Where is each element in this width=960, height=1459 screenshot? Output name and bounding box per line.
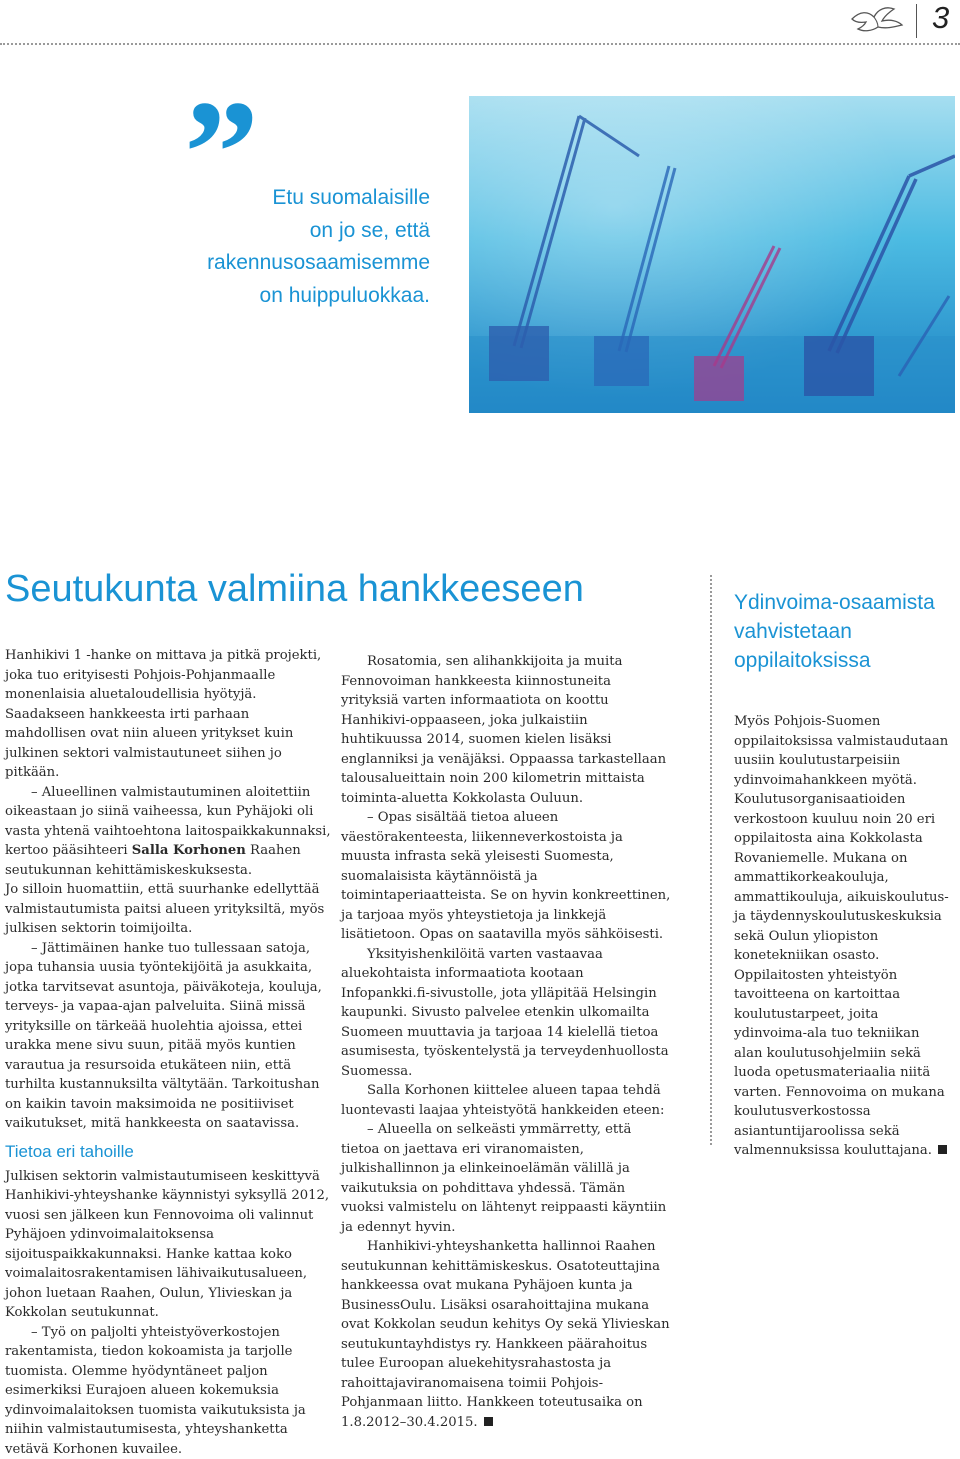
paragraph: – Jättimäinen hanke tuo tullessaan satoja, jopa tuhansia uusia työntekijöitä ja asukkaita, jotka tarvitsevat asuntoja, päiväkoteja, kouluja, terveys- ja vapaa-ajan palveluita. Siinä missä yrityksille on tärkeää huolehtia ajoissa, ettei urakka mene sivu suun, pitää myös kuntien varautua ja resursoida etukäteen niin, että turhilta kustannuksilta vältytään. Tarkoitushan on kaikin tavoin maksimoida ne positiiviset vaikutukset, mitä hankkeesta on saatavissa. bbox=[5, 939, 331, 1134]
paragraph: Rosatomia, sen alihankkijoita ja muita Fennovoiman hankkeesta kiinnostuneita yrityksiä varten informaatiota on koottu Hanhikivi-oppaaseen, joka julkaistiin huhtikuussa 2014, suomen kielen lisäksi englanniksi ja venäjäksi. Oppaassa tarkastellaan talousalueittain noin 200 kilometrin mittaista toiminta-aluetta Kokkolasta Ouluun. bbox=[341, 652, 671, 808]
sidebar-body bbox=[734, 712, 952, 1161]
section-subheading: Tietoa eri tahoille bbox=[5, 1141, 331, 1163]
pull-quote-line: on jo se, että bbox=[150, 215, 430, 248]
article-title: Seutukunta valmiina hankkeeseen bbox=[5, 568, 584, 611]
page-number: 3 bbox=[932, 0, 949, 36]
pull-quote-line: rakennusosaamisemme bbox=[150, 247, 430, 280]
construction-cranes-photo bbox=[469, 96, 955, 413]
header-dotted-rule bbox=[0, 43, 960, 45]
pull-quote-line: on huippuluokkaa. bbox=[150, 280, 430, 313]
pull-quote-line: Etu suomalaisille bbox=[150, 182, 430, 215]
paragraph-text: Raahen seutukunnan kehittämiskeskuksesta. bbox=[5, 843, 301, 878]
paragraph bbox=[734, 712, 952, 1161]
sidebar-title: Ydinvoima-osaamista vahvistetaan oppilaitoksissa bbox=[734, 588, 954, 675]
person-name: Salla Korhonen bbox=[132, 843, 246, 858]
paragraph-text: – Alueellinen valmistautuminen aloitettiin oikeastaan jo siinä vaiheessa, kun Pyhäjoki oli vasta yhtenä vaihtoehtona laitospaikkakunnaksi, kertoo pääsihteeri bbox=[5, 785, 331, 859]
header-divider bbox=[916, 4, 917, 38]
pull-quote bbox=[150, 182, 430, 312]
cranes-illustration bbox=[469, 96, 955, 413]
end-mark-icon bbox=[484, 1417, 493, 1426]
paragraph: Jo silloin huomattiin, että suurhanke edellyttää valmistautumista paitsi alueen yrityksiltä, myös julkisen sektorin toimijoilta. bbox=[5, 880, 331, 939]
paragraph: Yksityishenkilöitä varten vastaavaa aluekohtaista informaatiota kootaan Infopankki.fi-sivustolle, jota ylläpitää Helsingin kaupunki. Sivusto palvelee etenkin ulkomailta Suomeen muuttavia ja tarjoaa 14 kielellä tietoa asumisesta, työskentelystä ja terveydenhuollosta Suomessa. bbox=[341, 945, 671, 1082]
article-column-middle bbox=[341, 652, 671, 1432]
sidebar-dotted-divider bbox=[710, 575, 712, 1145]
quotation-mark-icon: ” bbox=[184, 78, 259, 228]
article-column-left bbox=[5, 646, 331, 1459]
paragraph-text: Hanhikivi-yhteyshanketta hallinnoi Raahen seutukunnan kehittämiskeskus. Osatoteuttajina hankkeessa ovat mukana Pyhäjoen kunta ja BusinessOulu. Lisäksi osarahoittajina mukana ovat Kokkolan seudun kehitys Oy sekä Ylivieskan seutukuntayhdistys ry. Hankkeen päärahoitus tulee Euroopan aluekehitysrahastosta ja rahoittajaviranomaisena toimii Pohjois-Pohjanmaan liitto. Hankkeen toteutusaika on 1.8.2012–30.4.2015. bbox=[341, 1239, 670, 1430]
paragraph: Salla Korhonen kiittelee alueen tapaa tehdä luontevasti laajaa yhteistyötä hankkeiden eteen: bbox=[341, 1081, 671, 1120]
paragraph bbox=[341, 1237, 671, 1432]
paragraph: – Työ on paljolti yhteistyöverkostojen rakentamista, tiedon kokoamista ja tarjolle tuomista. Olemme hyödyntäneet paljon esimerkiksi Eurajoen alueen kokemuksia ydinvoimalaitoksen tuomista vaikutuksista ja niihin valmistautumisesta, yhteyshanketta vetävä Korhonen kuvailee. bbox=[5, 1323, 331, 1459]
paragraph: – Opas sisältää tietoa alueen väestörakenteesta, liikenneverkostoista ja muusta infrasta sekä yleisesti Suomesta, suomalaisista käytännöistä ja toimintaperiaatteista. Se on hyvin konkreettinen, ja tarjoaa myös yhteystietoja ja linkkejä lisätietoon. Opas on saatavilla myös sähköisesti. bbox=[341, 808, 671, 945]
bird-logo-icon bbox=[850, 5, 904, 35]
page-header bbox=[0, 0, 960, 50]
paragraph: Julkisen sektorin valmistautumiseen keskittyvä Hanhikivi-yhteyshanke käynnistyi syksyllä 2012, vuosi sen jälkeen kun Fennovoima oli valinnut Pyhäjoen ydinvoimalaitoksensa sijoituspaikkakunnaksi. Hanke kattaa koko voimalaitosrakentamisen lähivaikutusalueen, johon luetaan Raahen, Oulun, Ylivieskan ja Kokkolan seutukunnat. bbox=[5, 1167, 331, 1323]
paragraph bbox=[5, 783, 331, 881]
paragraph: – Alueella on selkeästi ymmärretty, että tietoa on jaettava eri viranomaisten, julkishallinnon ja elinkeinoelämän välillä ja vaikutuksia on pohdittava yhdessä. Tämän vuoksi valmistelu on lähtenyt reippaasti käyntiin ja edennyt hyvin. bbox=[341, 1120, 671, 1237]
paragraph-text: Myös Pohjois-Suomen oppilaitoksissa valmistaudutaan uusiin koulutustarpeisiin ydinvoimahankkeen myötä. Koulutusorganisaatioiden verkostoon kuuluu noin 20 eri oppilaitosta aina Kokkolasta Rovaniemelle. Mukana on ammattikorkeakouluja, ammattikouluja, aikuiskoulutus- ja täydennyskoulutuskeskuksia sekä Oulun yliopiston konetekniikan osasto. Oppilaitosten yhteistyön tavoitteena on kartoittaa koulutustarpeet, joita ydinvoima-ala tuo tekniikan alan koulutusohjelmiin sekä luoda opetusmateriaalia niitä varten. Fennovoima on mukana koulutusverkostossa asiantuntijaroolissa sekä valmennuksissa kouluttajana. bbox=[734, 714, 949, 1158]
paragraph: Hanhikivi 1 -hanke on mittava ja pitkä projekti, joka tuo erityisesti Pohjois-Pohjanmaalle monenlaisia aluetaloudellisia hyötyjä. Saadakseen hankkeesta irti parhaan mahdollisen ovat niin alueen yritykset kuin julkinen sektori valmistautuneet siihen jo pitkään. bbox=[5, 646, 331, 783]
end-mark-icon bbox=[938, 1145, 947, 1154]
